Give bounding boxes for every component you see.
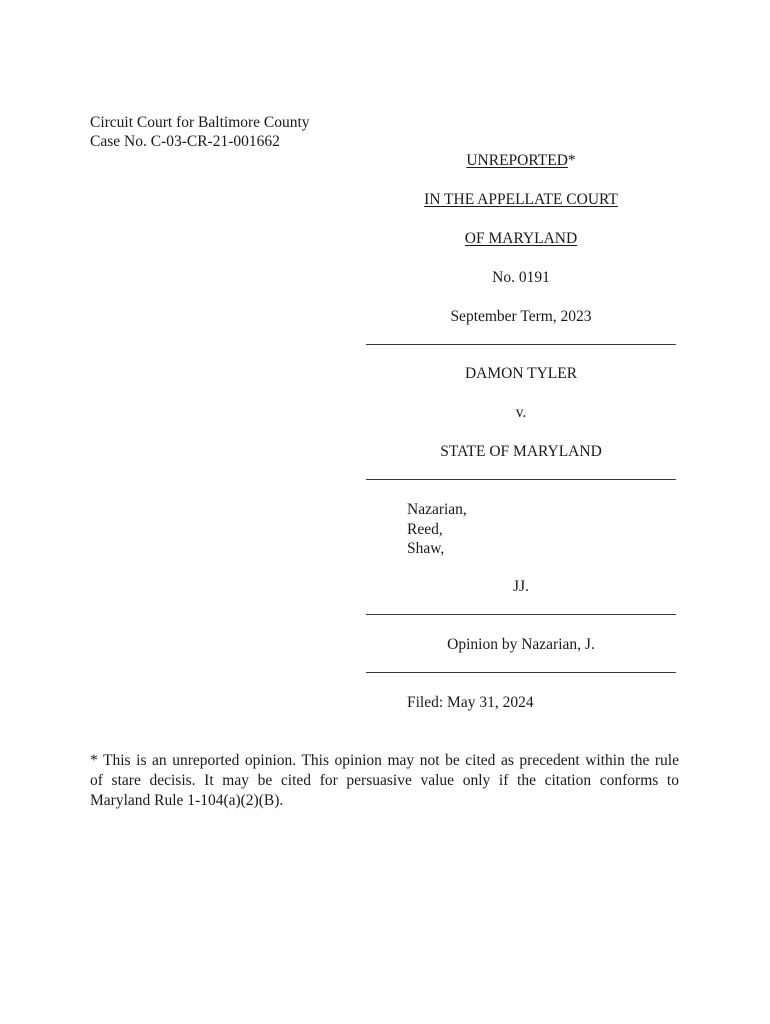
judge-name: Shaw, (407, 540, 445, 557)
judge-name: Nazarian, (407, 501, 467, 518)
case-number: Case No. C-03-CR-21-001662 (90, 133, 280, 150)
appellate-court-name-part2: OF MARYLAND (464, 230, 578, 247)
caption-divider (366, 344, 676, 345)
appellee-name: STATE OF MARYLAND (440, 443, 602, 460)
judges-suffix: JJ. (513, 578, 529, 595)
appellate-court-line2 (366, 229, 676, 248)
footnote-line: * This is an unreported opinion. This opinion may not be cited as precedent within the rule (90, 752, 679, 769)
caption-divider (366, 479, 676, 480)
judge-name: Reed, (407, 520, 443, 538)
docket-number: No. 0191 (492, 269, 550, 286)
caption-divider (366, 672, 676, 673)
court-term: September Term, 2023 (450, 308, 592, 325)
caption-divider (366, 614, 676, 615)
appellant-name: DAMON TYLER (464, 365, 578, 382)
unreported-label: UNREPORTED (466, 152, 568, 169)
appellate-court-name-part1: IN THE APPELLATE COURT (424, 191, 618, 208)
filed-date: Filed: May 31, 2024 (407, 694, 534, 711)
footnote-line: of stare decisis. It may be cited for persuasive value only if the citation conforms to (90, 772, 679, 789)
versus: v. (515, 404, 527, 421)
panel-judges (407, 500, 467, 559)
lower-court-header (90, 113, 310, 151)
footnote-line: Maryland Rule 1-104(a)(2)(B). (90, 792, 284, 809)
opinion-author: Opinion by Nazarian, J. (447, 636, 595, 653)
unreported-footnote-mark: * (567, 152, 576, 169)
lower-court-name: Circuit Court for Baltimore County (90, 114, 310, 131)
unreported-heading (366, 151, 676, 170)
appellate-court-line1 (366, 190, 676, 209)
unreported-footnote (90, 751, 679, 811)
